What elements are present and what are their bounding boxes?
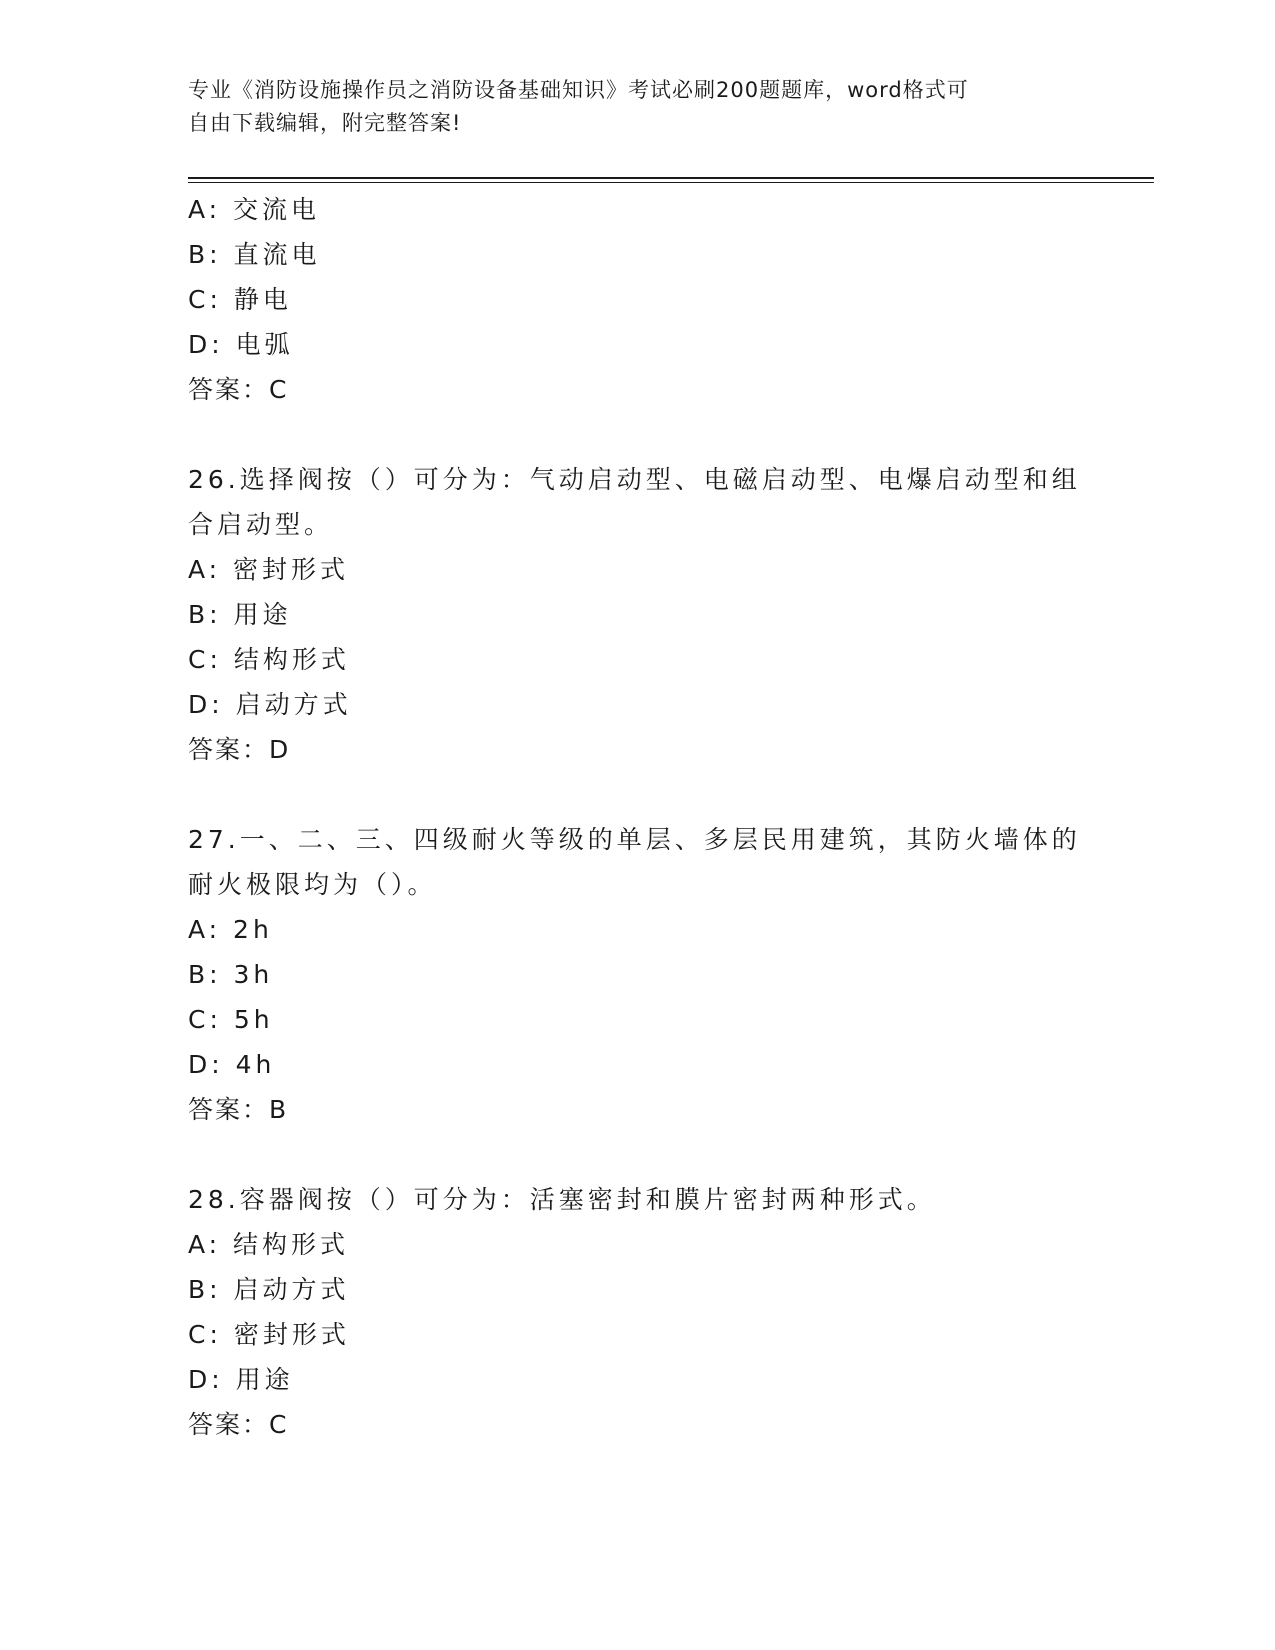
question-27-stem-line-2: 耐火极限均为（）。	[188, 870, 437, 899]
question-28-option-a: A: 结构形式	[188, 1230, 350, 1259]
question-28-option-b: B: 启动方式	[188, 1275, 350, 1304]
header-divider-thick	[188, 177, 1154, 179]
document-header	[188, 74, 1068, 140]
option-a: A: 交流电	[188, 195, 321, 224]
question-28-option-c: C: 密封形式	[188, 1320, 350, 1349]
question-26-option-c: C: 结构形式	[188, 645, 350, 674]
answer-line: 答案：C	[188, 375, 289, 404]
question-28-option-d: D: 用途	[188, 1365, 294, 1394]
question-27-option-a: A: 2h	[188, 915, 273, 944]
option-b: B: 直流电	[188, 240, 321, 269]
question-27-option-d: D: 4h	[188, 1050, 276, 1079]
question-26-option-a: A: 密封形式	[188, 555, 350, 584]
option-d: D: 电弧	[188, 330, 294, 359]
question-26-option-d: D: 启动方式	[188, 690, 352, 719]
question-26-stem-line-2: 合启动型。	[188, 510, 334, 539]
question-28-stem-line-1: 28.容器阀按（）可分为：活塞密封和膜片密封两种形式。	[188, 1185, 936, 1214]
header-divider-thin	[188, 182, 1154, 183]
question-28-answer: 答案：C	[188, 1410, 289, 1439]
question-27-option-c: C: 5h	[188, 1005, 274, 1034]
header-line-1: 专业《消防设施操作员之消防设备基础知识》考试必刷200题题库，word格式可	[188, 78, 969, 102]
question-26-answer: 答案：D	[188, 735, 291, 764]
question-27-answer: 答案：B	[188, 1095, 289, 1124]
header-line-2: 自由下载编辑，附完整答案!	[188, 111, 462, 135]
question-27-option-b: B: 3h	[188, 960, 274, 989]
option-c: C: 静电	[188, 285, 292, 314]
question-26-option-b: B: 用途	[188, 600, 292, 629]
question-26-stem-line-1: 26.选择阀按（）可分为：气动启动型、电磁启动型、电爆启动型和组	[188, 465, 1081, 494]
question-27-stem-line-1: 27.一、二、三、四级耐火等级的单层、多层民用建筑，其防火墙体的	[188, 825, 1081, 854]
